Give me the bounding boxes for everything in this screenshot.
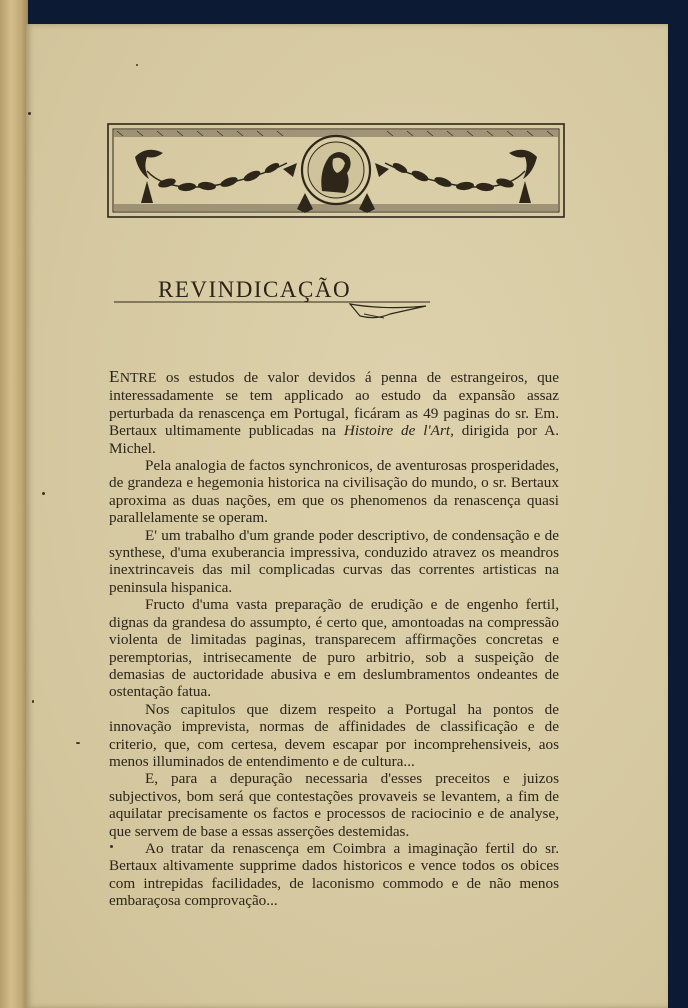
opening-text: os estudos de valor devidos á penna de estrangeiros, que interessadamente se tem applicado ao estudo da expansão assaz perturbada da renascença em Portugal, ficáram as 49 paginas do sr. Em. Bertaux ultimamente publicadas na [109,369,559,440]
paragraph: Nos capitulos que dizem respeito a Portugal ha pontos de innovação imprevista, normas de affinidades de classificação e de criterio, que, com certesa, devem escapar por incomprehensiveis, aos menos illuminados de entendimento e de cultura... [109,700,559,770]
foxing-spot [136,64,138,66]
foxing-spot [42,492,45,495]
opening-text-end: dirigida por A. Michel. [109,422,559,457]
foxing-spot [32,700,34,703]
foxing-spot [76,742,80,744]
book-spine [0,0,28,1008]
opening-paragraph [109,368,559,457]
title-rule-ornament [114,298,430,328]
paragraph: Ao tratar da renascença em Coimbra a imaginação fertil do sr. Bertaux altivamente supprime dados historicos e vence todos os obices com intrepidas facilidades, de laconismo commodo e de não menos embaraçosa comprovação... [109,839,559,910]
opening-smallcaps: NTRE [119,371,157,386]
foxing-spot [110,845,113,848]
article-title: REVINDICAÇÃO [158,277,352,302]
dropcap-letter: E [109,367,120,386]
paragraph: E, para a depuração necessaria d'esses preceitos e juizos subjectivos, bom será que contestações provaveis se levantem, a fim de aquilatar precisamente os factos e processos de raciocinio e de analyse, que servem de base a essas asserções destemidas. [109,770,559,840]
paragraph: Fructo d'uma vasta preparação de erudição e de engenho fertil, dignas da grandesa do assumpto, é certo que, amontoadas na compressão violenta de limitadas paginas, transparecem affirmações concretas e peremptorias, intrisecamente de puro arbitrio, sob a suspeição de demasias de auctoridade abusiva e em deslumbramentos ondeantes de ostentação fatua. [109,596,559,701]
headpiece-ornament [107,123,565,218]
foxing-spot [28,112,31,115]
paragraph: E' um trabalho d'um grande poder descriptivo, de condensação e de synthese, d'uma exuberancia impressiva, conduzido atravez os meandros inextrincaveis das mil complicadas curvas das correntes artisticas na peninsula hispanica. [109,526,559,596]
paragraph: Pela analogia de factos synchronicos, de aventurosas prosperidades, de grandeza e hegemonia historica na civilisação do mundo, o sr. Bertaux aproxima as duas nações, em que os phenomenos da renascença quasi parallelamente se operam. [109,457,559,527]
opening-italic-title: Histoire de l'Art, [343,422,454,440]
article-body [109,368,559,910]
